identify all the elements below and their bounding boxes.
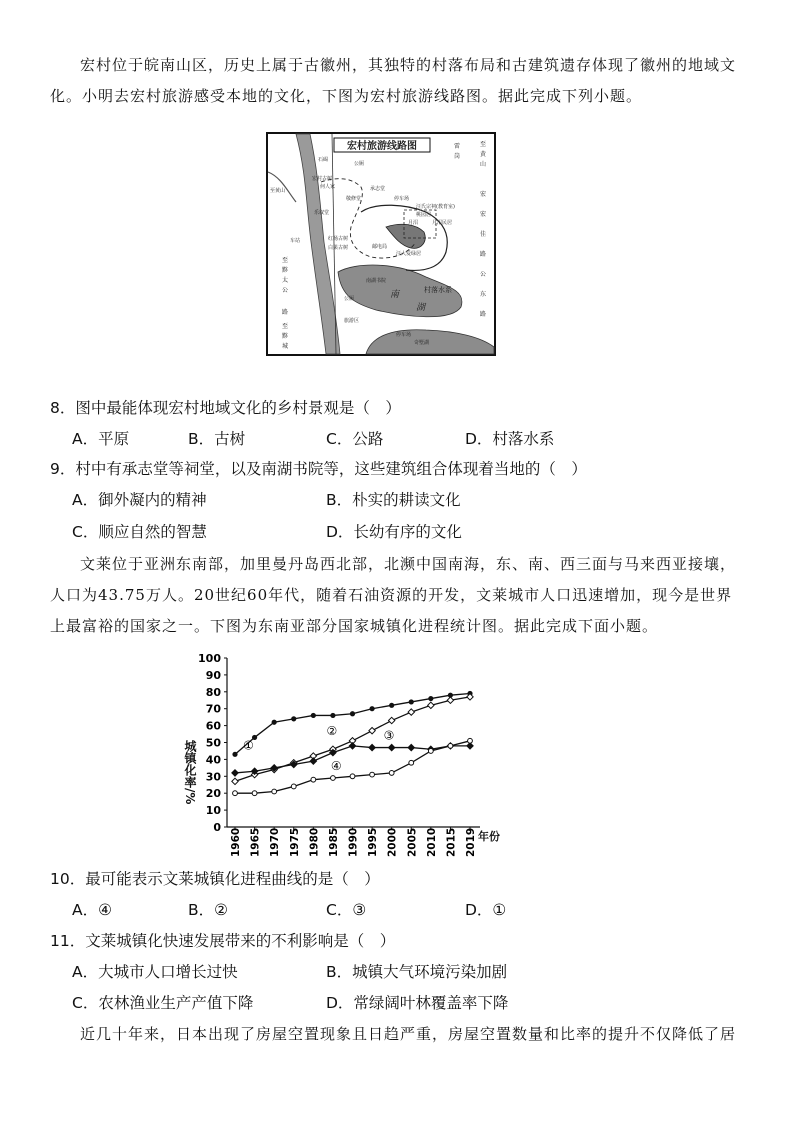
map-label: 桃园居: [416, 212, 432, 218]
question-10-stem: 10．最可能表示文莱城镇化进程曲线的是（ ）: [50, 870, 380, 888]
data-point: [369, 706, 374, 711]
map-label: 山: [480, 161, 487, 168]
x-tick-label: 1970: [269, 827, 282, 857]
map-label: 东: [480, 291, 487, 298]
map-label: 南: [390, 290, 400, 300]
y-tick-label: 70: [205, 702, 221, 716]
map-label: 旅游区: [344, 318, 360, 324]
map-label: 奇墅湖: [414, 340, 430, 346]
intro2-line-1: 文莱位于亚洲东南部，加里曼丹岛西北部，北濒中国南海，东、南、西三面与马来西亚接壤，: [80, 555, 737, 573]
x-tick-label: 2019: [465, 827, 477, 857]
map-label: 岗: [454, 153, 461, 160]
map-label: 城: [282, 343, 289, 350]
map-label: 公厕: [354, 161, 365, 167]
x-tick-label: 1975: [288, 827, 301, 857]
map-label: 何人家: [320, 184, 336, 190]
data-point: [272, 720, 277, 725]
q10-option-c[interactable]: C．③: [326, 901, 367, 919]
data-point: [233, 791, 238, 796]
question-9-stem: 9．村中有承志堂等祠堂，以及南湖书院等，这些建筑组合体现着当地的（ ）: [50, 460, 587, 478]
map-label: 汪大爱绿居: [396, 251, 422, 257]
map-label: 月沼民居: [432, 220, 453, 226]
map-label: 月沼: [408, 220, 419, 226]
map-label: 黟: [282, 333, 289, 340]
map-label: 至: [480, 141, 487, 148]
map-label: 承志堂: [370, 186, 386, 192]
chart-xlabel: 年份: [478, 830, 500, 843]
x-tick-label: 1985: [327, 827, 340, 857]
y-tick-label: 50: [205, 736, 221, 750]
question-8-stem: 8．图中最能体现宏村地域文化的乡村景观是（ ）: [50, 399, 401, 417]
y-tick-label: 20: [205, 787, 221, 801]
data-point: [252, 791, 257, 796]
x-tick-label: 1965: [249, 827, 262, 857]
y-tick-label: 80: [205, 685, 221, 699]
map-label: 黟: [282, 267, 289, 274]
map-label: 乐叙堂: [314, 210, 330, 216]
map-label: 湖: [416, 303, 426, 313]
map-label: 村落水系: [424, 286, 452, 294]
x-tick-label: 1995: [367, 827, 380, 857]
data-point: [311, 777, 316, 782]
question-11-stem: 11．文莱城镇化快速发展带来的不利影响是（ ）: [50, 932, 396, 950]
map-label: 黄: [480, 151, 487, 158]
map-label: 路: [282, 309, 289, 316]
x-tick-label: 1990: [347, 827, 360, 857]
q11-option-c[interactable]: C．农林渔业生产产值下降: [72, 994, 254, 1012]
map-label: 至黄山: [270, 188, 286, 194]
chart-ylabel: 城镇化率/%: [183, 740, 197, 805]
map-label: 停车场: [396, 332, 412, 338]
map-label: 敬修堂: [346, 196, 362, 202]
map-label: 宏: [480, 191, 487, 198]
map-label: 路: [480, 251, 487, 258]
data-point: [272, 789, 277, 794]
data-point: [330, 713, 335, 718]
data-point: [388, 744, 394, 750]
map-label: 红杨古树: [328, 236, 349, 242]
q8-option-b[interactable]: B．古树: [188, 430, 246, 448]
x-tick-label: 2000: [386, 827, 399, 857]
data-point: [468, 738, 473, 743]
q11-option-d[interactable]: D．常绿阔叶林覆盖率下降: [326, 994, 509, 1012]
map-label: 公: [282, 287, 289, 294]
data-point: [448, 743, 453, 748]
data-point: [409, 699, 414, 704]
data-point: [310, 758, 316, 764]
y-tick-label: 30: [205, 770, 221, 784]
q11-option-b[interactable]: B．城镇大气环境污染加剧: [326, 963, 508, 981]
data-point: [291, 716, 296, 721]
data-point: [369, 727, 375, 733]
map-label: 停车场: [394, 196, 410, 202]
intro2-line-2: 人口为43.75万人。20世纪60年代，随着石油资源的开发，文莱城市人口迅速增加，现今是世界: [50, 586, 733, 604]
map-label: 至: [282, 257, 289, 264]
data-point: [428, 696, 433, 701]
data-point: [409, 760, 414, 765]
tour-route-map: [266, 132, 496, 356]
x-tick-label: 1980: [308, 827, 321, 857]
q11-option-a[interactable]: A．大城市人口增长过快: [72, 963, 238, 981]
map-label: 石碣: [318, 157, 329, 163]
data-point: [232, 778, 238, 784]
y-tick-label: 60: [205, 719, 221, 733]
data-point: [370, 772, 375, 777]
map-label: 佳: [480, 231, 487, 238]
intro2-line-3: 上最富裕的国家之一。下图为东南亚部分国家城镇化进程统计图。据此完成下面小题。: [50, 617, 659, 635]
y-tick-label: 100: [198, 652, 221, 665]
map-label: 白果古树: [328, 245, 349, 251]
data-point: [447, 697, 453, 703]
map-title: 宏村旅游线路图: [347, 141, 417, 152]
series-label: ①: [243, 738, 254, 753]
map-label: 公厕: [344, 296, 355, 302]
y-tick-label: 0: [213, 821, 221, 834]
q8-option-d[interactable]: D．村落水系: [465, 430, 555, 448]
data-point: [408, 744, 414, 750]
data-point: [311, 713, 316, 718]
q9-option-d[interactable]: D．长幼有序的文化: [326, 523, 462, 541]
series-label: ②: [326, 723, 338, 738]
q10-option-d[interactable]: D．①: [465, 901, 507, 919]
data-point: [350, 774, 355, 779]
map-label: 宏: [480, 211, 487, 218]
map-label: 邮电局: [372, 244, 388, 250]
map-label: 车站: [290, 238, 301, 244]
intro3-line-1: 近几十年来，日本出现了房屋空置现象且日趋严重，房屋空置数量和比率的提升不仅降低了居: [80, 1025, 737, 1043]
data-point: [232, 770, 238, 776]
q8-option-a[interactable]: A．平原: [72, 430, 130, 448]
map-label: 至: [282, 323, 289, 330]
data-point: [291, 784, 296, 789]
q9-option-a[interactable]: A．御外凝内的精神: [72, 491, 207, 509]
data-point: [232, 752, 237, 757]
series-label: ④: [330, 758, 342, 773]
data-point: [369, 744, 375, 750]
x-tick-label: 2010: [425, 827, 438, 857]
q9-option-c[interactable]: C．顺应自然的智慧: [72, 523, 207, 541]
y-tick-label: 10: [205, 804, 221, 818]
map-label: 南湖书院: [366, 278, 387, 284]
data-point: [428, 749, 433, 754]
x-tick-label: 2015: [445, 827, 458, 857]
intro-line-1: 宏村位于皖南山区，历史上属于古徽州，其独特的村落布局和古建筑遗存体现了徽州的地域文: [80, 56, 737, 74]
q8-option-c[interactable]: C．公路: [326, 430, 384, 448]
q9-option-b[interactable]: B．朴实的耕读文化: [326, 491, 461, 509]
data-point: [428, 702, 434, 708]
intro-line-2: 化。小明去宏村旅游感受本地的文化，下图为宏村旅游线路图。据此完成下列小题。: [50, 87, 643, 105]
x-tick-label: 1960: [230, 827, 242, 857]
urbanization-chart: [180, 650, 520, 865]
data-point: [408, 709, 414, 715]
map-label: 太: [282, 277, 289, 284]
map-label: 汪氏宗祠(教育室): [416, 204, 455, 210]
data-point: [389, 771, 394, 776]
data-point: [350, 711, 355, 716]
data-point: [331, 776, 336, 781]
y-tick-label: 40: [205, 753, 221, 767]
data-point: [389, 703, 394, 708]
map-label: 雷: [454, 143, 461, 150]
y-tick-label: 90: [205, 668, 221, 682]
map-label: 路: [480, 311, 487, 318]
q10-option-a[interactable]: A．④: [72, 901, 112, 919]
map-label: 宏村古树: [312, 176, 333, 182]
q10-option-b[interactable]: B．②: [188, 901, 229, 919]
data-point: [349, 743, 355, 749]
data-point: [388, 717, 394, 723]
series-label: ③: [383, 728, 395, 743]
map-label: 公: [480, 271, 487, 278]
x-tick-label: 2005: [406, 827, 419, 857]
